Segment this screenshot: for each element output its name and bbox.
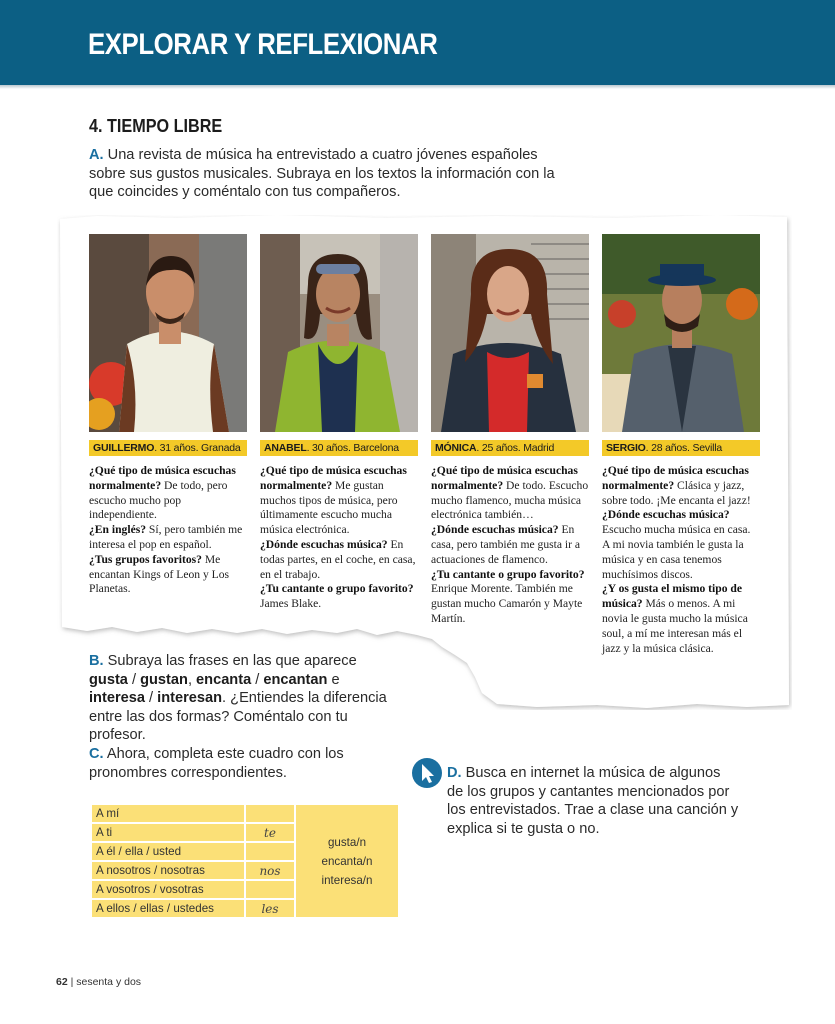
photo-anabel <box>260 234 418 432</box>
info-anabel: . 30 años. Barcelona <box>306 442 399 454</box>
verb-gusta: gusta/n <box>327 835 367 849</box>
internet-cursor-icon <box>412 758 442 788</box>
page-number: 62 <box>56 976 68 988</box>
part-b-text-7: . ¿Entiendes la diferencia entre las dos formas? Coméntalo con tu profesor. <box>89 690 387 743</box>
name-sergio: SERGIO <box>606 442 646 454</box>
part-b-text-4: / <box>251 671 264 688</box>
photo-guillermo <box>89 234 247 432</box>
info-sergio: . 28 años. Sevilla <box>645 442 723 454</box>
answer-cell[interactable]: nos <box>245 861 295 880</box>
namebar-anabel <box>260 440 418 456</box>
question-3: ¿Y os gusta el mismo tipo de música? <box>602 582 742 611</box>
name-anabel: ANABEL <box>264 442 307 454</box>
answer-2: En todas partes, en el coche, en casa, en el trabajo. <box>260 537 416 581</box>
section-header <box>0 0 835 85</box>
photo-sergio <box>602 234 760 432</box>
profile-card-anabel <box>260 234 418 612</box>
word-interesan: interesan <box>157 690 223 706</box>
part-d-letter: D. <box>447 765 462 781</box>
question-2: ¿En inglés? <box>89 523 147 537</box>
part-b-letter: B. <box>89 653 104 669</box>
row-label: A vosotros / vosotras <box>91 880 245 899</box>
question-2: ¿Dónde escuchas música? <box>602 508 730 522</box>
namebar-sergio <box>602 440 760 456</box>
answer-1: Me gustan muchos tipos de música, pero últimamente escucho mucha música electrónica. <box>260 478 398 537</box>
question-3: ¿Tu cantante o grupo favorito? <box>260 582 414 596</box>
part-d-line-2: de los grupos y cantantes mencionados por <box>447 783 730 800</box>
row-label: A mí <box>91 804 245 823</box>
question-2: ¿Dónde escuchas música? <box>431 523 559 537</box>
namebar-guillermo <box>89 440 247 456</box>
name-monica: MÓNICA <box>435 442 477 454</box>
interview-monica <box>431 464 589 627</box>
part-b-text-1: Subraya las frases en las que aparece <box>103 653 357 669</box>
page-separator: | <box>67 976 77 988</box>
part-a-line-2: sobre sus gustos musicales. Subraya en los textos la información con la <box>89 165 555 182</box>
answer-cell[interactable] <box>245 842 295 861</box>
question-1: ¿Qué tipo de música escuchas normalmente? <box>602 464 749 492</box>
question-1: ¿Qué tipo de música escuchas normalmente? <box>89 464 236 492</box>
answer-3: James Blake. <box>260 597 322 611</box>
row-label: A él / ella / usted <box>91 842 245 861</box>
question-3: ¿Tu cantante o grupo favorito? <box>431 567 585 581</box>
part-a-line-1: Una revista de música ha entrevistado a cuatro jóvenes españoles <box>107 147 538 163</box>
part-b-instructions <box>89 652 399 745</box>
answer-cell[interactable] <box>245 880 295 899</box>
interview-guillermo <box>89 464 247 597</box>
answer-2: En casa, pero también me gusta ir a actuaciones de flamenco. <box>431 523 581 566</box>
part-d-line-1: Busca en internet la música de algunos <box>465 765 721 781</box>
table-row <box>91 804 399 823</box>
profile-card-monica <box>431 234 589 627</box>
info-monica: . 25 años. Madrid <box>476 442 555 454</box>
part-b-text-5: e <box>327 671 340 688</box>
answer-3: Más o menos. A mi novia le gusta mucho la música soul, a mí me interesan más el jazz y la música clásica. <box>602 597 748 655</box>
part-c-line-1: Ahora, completa este cuadro con los <box>106 746 344 762</box>
pronoun-table <box>90 803 400 919</box>
namebar-monica <box>431 440 589 456</box>
part-b-text-6: / <box>144 690 158 706</box>
answer-2: Escucho mucha música en casa. A mi novia también le gusta la música y en casa tenemos muchísimos discos. <box>602 523 751 581</box>
part-c-instructions <box>89 745 409 782</box>
question-3: ¿Tus grupos favoritos? <box>89 552 202 566</box>
photo-monica <box>431 234 589 432</box>
interview-anabel <box>260 464 418 612</box>
answer-1: De todo. Escucho mucho flamenco, mucha música electrónica también… <box>431 478 589 522</box>
word-encanta: encanta <box>196 671 252 688</box>
page-number-words: sesenta y dos <box>76 976 142 988</box>
name-guillermo: GUILLERMO <box>93 442 155 454</box>
verb-encanta: encanta/n <box>321 854 373 868</box>
word-gusta: gusta <box>89 671 128 688</box>
answer-cell[interactable]: te <box>245 823 295 842</box>
word-gustan: gustan <box>140 671 188 688</box>
question-2: ¿Dónde escuchas música? <box>260 537 388 551</box>
part-c-line-2: pronombres correspondientes. <box>89 764 287 781</box>
part-a-line-3: que coincides y coméntalo con tus compañeros. <box>89 184 401 200</box>
part-d-instructions <box>447 764 747 838</box>
part-d-line-4: explica si te gusta o no. <box>447 820 600 837</box>
part-b-text-2: / <box>127 671 141 688</box>
verb-interesa: interesa/n <box>321 873 373 887</box>
answer-1: De todo, pero escucho mucho pop independiente. <box>89 478 228 522</box>
header-shadow <box>0 85 835 89</box>
part-c-letter: C. <box>89 746 104 762</box>
answer-1: Clásica y jazz, sobre todo. ¡Me encanta el jazz! <box>602 478 751 507</box>
answer-3: Me encantan Kings of Leon y Los Planetas. <box>89 552 230 596</box>
row-label: A ellos / ellas / ustedes <box>91 899 245 918</box>
answer-2: Sí, pero también me interesa el pop en español. <box>89 523 243 551</box>
section-header-title: EXPLORAR Y REFLEXIONAR <box>88 28 438 61</box>
profile-card-guillermo <box>89 234 247 597</box>
word-interesa: interesa <box>89 690 145 706</box>
word-encantan: encantan <box>263 671 328 688</box>
exercise-title: 4. TIEMPO LIBRE <box>89 116 223 136</box>
answer-3: Enrique Morente. También me gustan mucho Camarón y Mayte Martín. <box>431 582 583 625</box>
info-guillermo: . 31 años. Granada <box>154 442 241 454</box>
interview-sergio <box>602 464 760 656</box>
part-b-text-3: , <box>187 671 197 688</box>
verbs-cell <box>295 804 399 918</box>
answer-cell[interactable] <box>245 804 295 823</box>
page-footer <box>56 976 141 988</box>
question-1: ¿Qué tipo de música escuchas normalmente? <box>260 464 407 492</box>
row-label: A nosotros / nosotras <box>91 861 245 880</box>
part-d-line-3: los entrevistados. Trae a clase una canción y <box>447 802 739 818</box>
answer-cell[interactable]: les <box>245 899 295 918</box>
part-a-letter: A. <box>89 147 104 163</box>
row-label: A ti <box>91 823 245 842</box>
part-a-instructions <box>89 146 569 202</box>
profile-card-sergio <box>602 234 760 656</box>
question-1: ¿Qué tipo de música escuchas normalmente? <box>431 464 578 492</box>
